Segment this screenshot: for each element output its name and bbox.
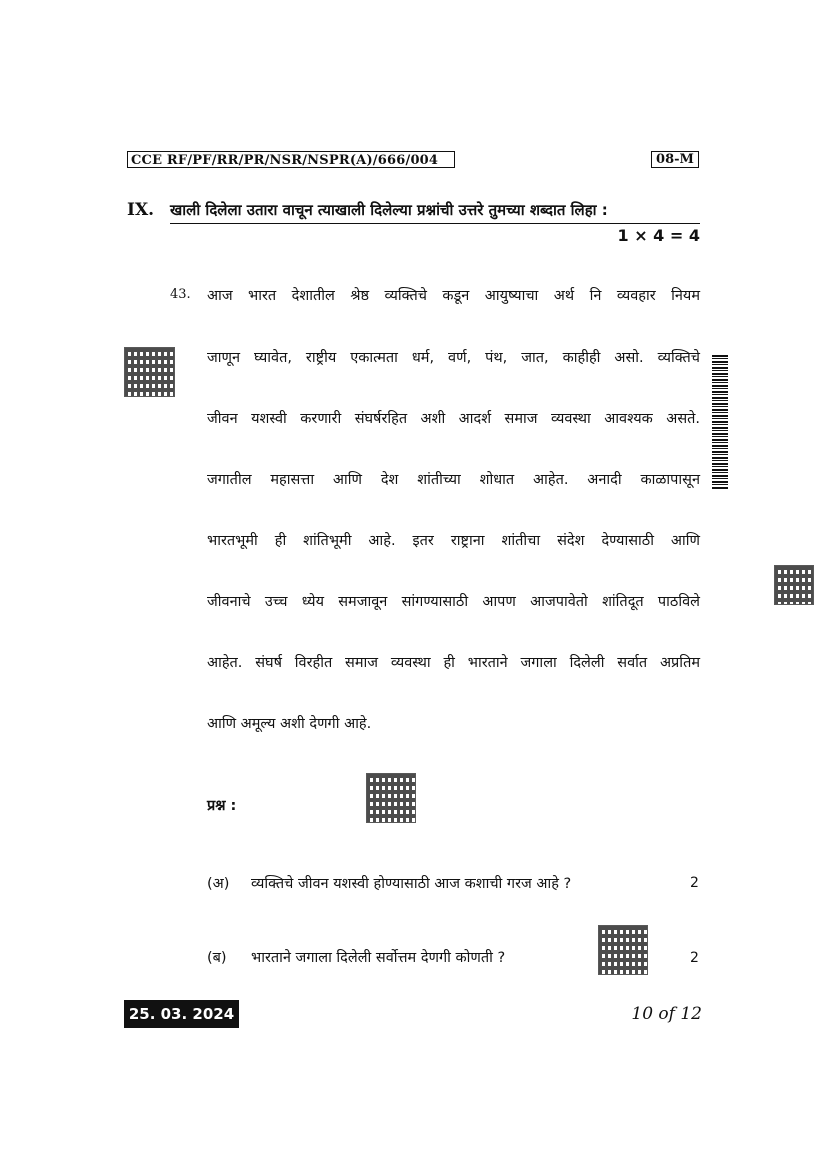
passage-line: आज भारत देशातील श्रेष्ठ व्यक्तिचे कडून आयुष्याचा अर्थ नि व्यवहार नियम	[207, 288, 700, 304]
paper-code: CCE RF/PF/RR/PR/NSR/NSPR(A)/666/004	[127, 151, 455, 168]
question-number: 43.	[170, 287, 191, 302]
passage-line: जगातील महासत्ता आणि देश शांतीच्या शोधात आहेत. अनादी काळापासून	[207, 472, 700, 488]
sub-question-label: (ब)	[207, 950, 227, 966]
barcode-icon	[712, 355, 728, 490]
version-code: 08-M	[651, 151, 699, 168]
qr-code-icon	[124, 347, 175, 397]
section-instruction: खाली दिलेला उतारा वाचून त्याखाली दिलेल्या प्रश्नांची उत्तरे तुमच्या शब्दात लिहा :	[170, 200, 700, 224]
page-number: 10 of 12	[631, 1004, 702, 1024]
section-marks: 1 × 4 = 4	[617, 226, 700, 245]
passage-line: भारतभूमी ही शांतिभूमी आहे. इतर राष्ट्राना शांतीचा संदेश देण्यासाठी आणि	[207, 533, 700, 549]
passage-line: जीवनाचे उच्च ध्येय समजावून सांगण्यासाठी आपण आजपावेतो शांतिदूत पाठविले	[207, 594, 700, 610]
passage-line: आणि अमूल्य अशी देणगी आहे.	[207, 716, 372, 732]
exam-date: 25. 03. 2024	[124, 1000, 239, 1028]
sub-question-label: (अ)	[207, 876, 230, 892]
section-number: IX.	[127, 200, 155, 220]
qr-code-icon	[598, 925, 648, 975]
qr-code-icon	[366, 773, 416, 823]
sub-question-text: भारताने जगाला दिलेली सर्वोत्तम देणगी कोणती ?	[251, 950, 506, 966]
questions-label: प्रश्न :	[207, 798, 237, 814]
sub-question-marks: 2	[690, 875, 699, 891]
sub-question-text: व्यक्तिचे जीवन यशस्वी होण्यासाठी आज कशाची गरज आहे ?	[251, 876, 572, 892]
passage-line: जीवन यशस्वी करणारी संघर्षरहित अशी आदर्श समाज व्यवस्था आवश्यक असते.	[207, 411, 700, 427]
passage-line: जाणून घ्यावेत, राष्ट्रीय एकात्मता धर्म, वर्ण, पंथ, जात, काहीही असो. व्यक्तिचे	[207, 350, 700, 366]
qr-code-icon	[774, 565, 814, 605]
sub-question-marks: 2	[690, 950, 699, 966]
passage-line: आहेत. संघर्ष विरहीत समाज व्यवस्था ही भारताने जगाला दिलेली सर्वात अप्रतिम	[207, 655, 700, 671]
